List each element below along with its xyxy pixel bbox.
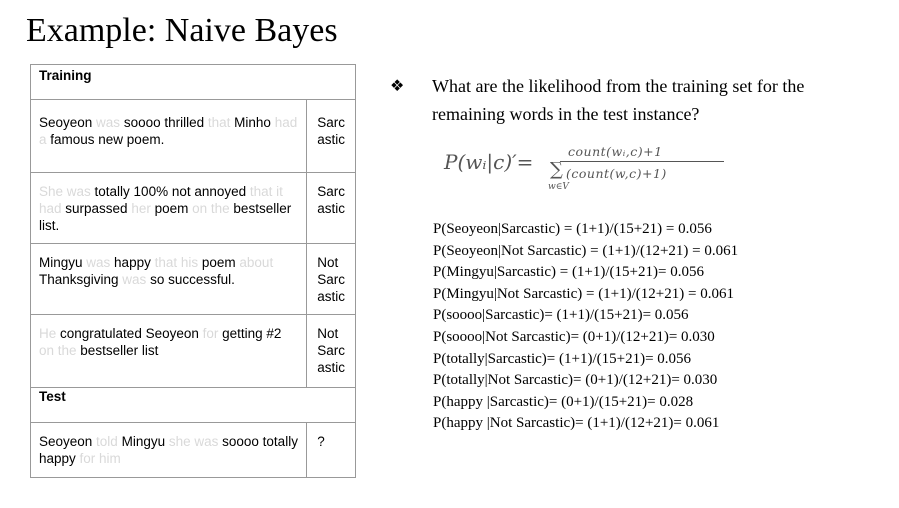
formula-numerator: count(wᵢ,c)+1	[568, 144, 663, 159]
faded-word: was	[82, 255, 115, 270]
kept-word: famous new poem.	[50, 132, 165, 147]
kept-word: happy	[114, 255, 151, 270]
faded-word: told	[92, 434, 122, 449]
kept-word: Seoyeon	[39, 434, 93, 449]
training-table	[30, 64, 356, 478]
kept-word: getting #2	[222, 326, 282, 341]
label-cell: Sarc astic	[317, 184, 345, 216]
faded-word: that his	[150, 255, 202, 270]
kept-word: Thanksgiving	[39, 272, 119, 287]
faded-word: she was	[165, 434, 223, 449]
table-row	[31, 173, 356, 244]
kept-word: soooo thrilled	[123, 115, 205, 130]
kept-word: surpassed	[65, 201, 128, 216]
probability-line: P(Seoyeon|Not Sarcastic) = (1+1)/(12+21) = 0.061	[433, 242, 739, 259]
probability-line: P(Mingyu|Not Sarcastic) = (1+1)/(12+21) = 0.061	[433, 285, 734, 302]
kept-word: Seoyeon	[39, 115, 93, 130]
laplace-formula	[444, 140, 724, 196]
sentence-cell	[39, 173, 298, 234]
faded-word: was	[92, 115, 124, 130]
sigma-icon: ∑	[550, 159, 563, 180]
faded-word: He	[39, 326, 61, 341]
probability-line: P(happy |Sarcastic)= (0+1)/(15+21)= 0.028	[433, 393, 694, 410]
kept-word: bestseller list	[80, 343, 159, 358]
kept-word: Minho	[234, 115, 271, 130]
test-label-cell: ?	[317, 434, 325, 449]
kept-word: Mingyu	[121, 434, 166, 449]
probability-line: P(totally|Not Sarcastic)= (0+1)/(12+21)= 0.030	[433, 372, 718, 389]
kept-word: congratulated Seoyeon	[60, 326, 199, 341]
label-cell: Sarc astic	[317, 115, 345, 147]
diamond-bullet-icon: ❖	[390, 76, 405, 95]
faded-word: on the	[39, 343, 81, 358]
slide-title: Example: Naive Bayes	[26, 12, 338, 49]
sentence-cell	[39, 315, 298, 359]
probability-line: P(soooo|Sarcastic)= (1+1)/(15+21)= 0.056	[433, 307, 689, 324]
test-header: Test	[39, 389, 66, 404]
faded-word: for him	[75, 451, 121, 466]
training-header-row	[31, 65, 356, 100]
test-row	[31, 423, 356, 478]
label-cell: Not Sarc astic	[317, 326, 345, 375]
sentence-cell	[39, 244, 298, 288]
sentence-cell	[39, 100, 298, 148]
probability-line: P(Mingyu|Sarcastic) = (1+1)/(15+21)= 0.056	[433, 264, 704, 281]
test-sentence-cell	[39, 423, 298, 467]
table-row	[31, 244, 356, 315]
probability-line: P(totally|Sarcastic)= (1+1)/(15+21)= 0.056	[433, 350, 692, 367]
table-row	[31, 315, 356, 388]
kept-word: poem	[154, 201, 189, 216]
faded-word: had a	[39, 115, 298, 147]
kept-word: Mingyu	[39, 255, 83, 270]
faded-word: for	[198, 326, 223, 341]
kept-word: totally 100% not annoyed	[94, 184, 247, 199]
formula-denominator: (count(w,c)+1)	[566, 166, 667, 181]
faded-word: about	[235, 255, 274, 270]
faded-word: She was	[39, 184, 95, 199]
probability-list	[433, 219, 738, 435]
label-cell: Not Sarc astic	[317, 255, 345, 304]
table-row	[31, 100, 356, 173]
faded-word: was	[118, 272, 151, 287]
probability-line: P(Seoyeon|Sarcastic) = (1+1)/(15+21) = 0.056	[433, 221, 712, 237]
test-header-row	[31, 388, 356, 423]
formula-subscript: w∈V	[548, 182, 569, 192]
question-text: What are the likelihood from the training set for the remaining words in the test instance?	[432, 76, 805, 124]
probability-line: P(happy |Not Sarcastic)= (1+1)/(12+21)= 0.061	[433, 415, 720, 432]
kept-word: bestseller list.	[39, 201, 292, 233]
kept-word: soooo totally happy	[39, 434, 298, 466]
faded-word: on the	[188, 201, 234, 216]
kept-word: so successful.	[150, 272, 235, 287]
faded-word: that it had	[39, 184, 283, 216]
kept-word: poem	[201, 255, 236, 270]
faded-word: that	[204, 115, 235, 130]
probability-line: P(soooo|Not Sarcastic)= (0+1)/(12+21)= 0.030	[433, 328, 715, 345]
formula-lhs: P(wᵢ|c)′=	[444, 150, 534, 174]
faded-word: her	[127, 201, 155, 216]
fraction-bar	[560, 161, 724, 162]
training-header: Training	[39, 68, 92, 83]
